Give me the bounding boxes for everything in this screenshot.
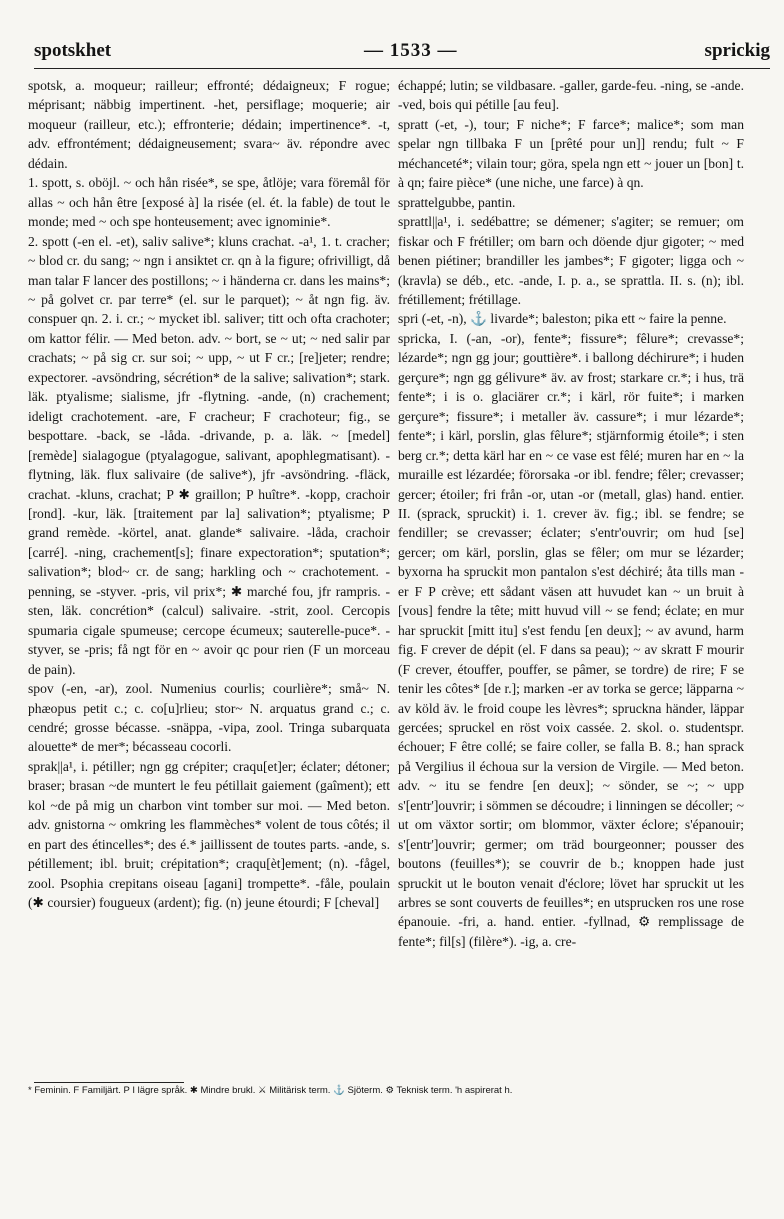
header-rule — [34, 68, 770, 69]
header-guide-word-right: sprickig — [704, 40, 770, 61]
left-column — [28, 76, 390, 1065]
entry-spraka-continued: échappé; lutin; se vildbasare. -galler, garde-feu. -ning, se -ande. -ved, bois qui pétille [au feu]. — [398, 78, 744, 113]
entry-sprattelgubbe: sprattelgubbe, pantin. — [398, 194, 516, 210]
entry-spov: spov (-en, -ar), zool. Numenius courlis; courlière*; små~ N. phæopus petit c.; c. co[u]rlieu; stor~ N. arquatus grand c.; c. cendré; grosse bécasse. -snäppa, -vipa, zool. Tringa subarquata alouette* de mer*; bécasseau cocorli. — [28, 681, 390, 755]
footer-rule — [34, 1082, 184, 1083]
entry-spott-2: 2. spott (-en el. -et), saliv salive*; kluns crachat. -a¹, 1. t. cracher; ~ blod cr. du sang; ~ ngn i ansiktet cr. qn à la figure; ofrivilligt, då man talar F lancer des postillons; ~ i händerna cr. dans les mains*; ~ på golvet cr. par terre* (el. sur le parquet); ~ åt ngn fig. äv. conspuer qn. 2. i. cr.; ~ mycket ibl. saliver; titt och ofta crachoter; om kattor félir. — Med beton. adv. ~ bort, se ~ ut; ~ ned salir par crachats; ~ på sig cr. sur soi; ~ upp, ~ ut F cr.; [re]jeter; rendre; expectorer. -avsöndring, sécrétion* de la salive; salivation*; stark. läk. ptyalisme; sialisme, jfr -flytning. -ande, (n) crachement; ideligt crachotement. -are, F cracheur; F crachoteur; fig., se bespottare. -back, se -låda. -drivande, p. a. läk. ~ [medel] [remède] sialagogue (ptyalagogue, salivant, apophlegmatisant). -flytning, läk. flux salivaire (de salive*), jfr -avsöndring. -fläck, crachat. -kluns, crachat; P ✱ graillon; P huître*. -kopp, crachoir [rond]. -kur, läk. [traitement par la] salivation*; ptyalisme; P grand remède. -körtel, anat. glande* salivaire. -låda, crachoir [carré]. -ning, crachement[s]; finare expectoration*; sputation*; salivation*; blod~ cr. de sang; harkling och ~ crachotement. -penning, se -styver. -pris, vil prix*; ✱ marché fou, jfr rampris. -sten, läk. concrétion* (calcul) salivaire. -strit, zool. Cercopis spumaria cigale spumeuse; cercope écumeux; sauterelle-puce*. -styver, se -pris; få ngt för en ~ avoir qc pour rien (F un morceau de pain). — [28, 233, 390, 677]
right-column — [398, 76, 744, 1065]
entry-spri: spri (-et, -n), ⚓ livarde*; baleston; pika ett ~ faire la penne. — [398, 311, 727, 327]
entry-spricka: spricka, I. (-an, -or), fente*; fissure*; fêlure*; crevasse*; lézarde*; ngn gg jour; gouttière*. i ballong déchirure*; i huden gerçure*; ngn gg gélivure* äv. av frost; starkare cr.*; i hus, trä fente*; i is o. glaciärer cr.*; i kärl, rör fuite*; i marken gerçure*; fissure*; i metaller äv. cassure*; i mur lézarde*; fente*; i kärl, porslin, glas fêlure*; stjärnformig étoile*; i sten berg cr.*; detta kärl har en ~ ce vase est fêlé; muren har en ~ la muraille est lézardée; förorsaka -or ibl. fendre; fêler; crevasser; gercer; étoiler; fri från -or, utan -or (metall, glas) hand. entier. II. (sprack, spruckit) i. 1. crever äv. fig.; ibl. se fendre; se fendiller; se crevasser; éclater; s'entr'ouvrir; om hud [se] gercer; om kärl, porslin, glas se fêler; om mur se lézarder; byxorna ha spruckit mon pantalon s'est déchiré; åta tills man -er F P crève; ett sådant väsen att huvudet kan ~ un bruit à [vous] fendre la tête; mitt huvud vill ~ se fend; éclate; en mur har spruckit [mitt itu] s'est fendu [en deux]; ~ av avund, harm fig. F crever de dépit (el. F dans sa peau); ~ av skratt F mourir (F crever, étouffer, pouffer, se pâmer, se tordre) de rire; F se tenir les côtes* [de r.]; marken -er av torka se gerce; läpparna ~ av köld äv. le froid coupe les lèvres*; spruckna händer, läppar gercées; spruckel en röst voix cassée. 2. skol. o. studentspr. échouer; F être collé; se faire coller, se falla B. 8.; han sprack på Vergilius il échoua sur la version de Virgile. — Med beton. adv. ~ itu se fendre [en deux]; ~ sönder, se ~; ~ upp s'[entr']ouvrir; i sömmen se découdre; i linningen se décoller; ~ ut om växtor sortir; om blommor, växter éclore; s'épanouir; s'[entr']ouvrir; germer; om träd bourgeonner; pousser des boutons (feuilles*); se couvrir de b.; knoppen hade just spruckit ut le bouton venait d'éclore; lövet har spruckit ut les arbres se sont couverts de feuilles*; en utsprucken ros une rose épanouie. -fri, a. hand. entier. -fyllnad, ⚙ remplissage de fente*; fil[s] (filère*). -ig, a. cre- — [398, 330, 744, 949]
entry-spott-1: 1. spott, s. oböjl. ~ och hån risée*, se spe, åtlöje; vara föremål för allas ~ och hån être [exposé à] la risée (el. ét. la fable) de tout le monde; med ~ och spe honteusement; avec ignominie*. — [28, 175, 390, 230]
entry-spotsk: spotsk, a. moqueur; railleur; effronté; dédaigneux; F rogue; méprisant; näbbig impertinent. -het, persiflage; moquerie; air moqueur (railleur, etc.); effronterie; dédain; impertinence*. -t, adv. effrontément; dédaigneusement; svara~ äv. répondre avec dédain. — [28, 78, 390, 171]
entry-sprattla: sprattl||a¹, i. sedébattre; se démener; s'agiter; se remuer; om fiskar och F frétiller; om barn och döende djur gigoter; ~ med benen piétiner; brandiller les jambes*; F gigoter; ligga och ~ (kravla) se déb., etc. -ande, I. p. a., se sprattla. II. s. (n); ibl. frétillement; frétillage. — [398, 214, 744, 307]
abbreviation-legend: * Feminin. F Familjärt. P I lägre språk. ✱ Mindre brukl. ⚔ Militärisk term. ⚓ Sjöterm. ⚙ Teknisk term. 'h aspirerat h. — [28, 1085, 513, 1096]
entry-spratt: spratt (-et, -), tour; F niche*; F farce*; malice*; som man spelar ngn tillbaka F un [prêté pour un]] rendu; fult ~ F méchanceté*; vilain tour; göra, spela ngn ett ~ jouer un [bon] t. à qn; faire pièce* (une niche, une farce) à qn. — [398, 116, 744, 191]
entry-spraka: sprak||a¹, i. pétiller; ngn gg crépiter; craqu[et]er; éclater; détoner; braser; brasan ~de muntert le feu pétillait gaiement (gaîment); ett kol ~de på mig un charbon vint tomber sur moi. — Med beton. adv. gnistorna ~ omkring les flammèches* volent de tous côtés; il en part des étincelles*; des é.* jaillissent de toutes parts. -ande, s. pétillement; ibl. bruit; crépitation*; craqu[èt]ement; (n). -fågel, zool. Psophia crepitans oiseau [agani] trompette*. -fåle, poulain (✱ coursier) fougueux (ardent); fig. (n) jeune étourdi; F [cheval] — [28, 758, 390, 911]
header-guide-word-left: spotskhet — [34, 40, 112, 61]
page-number: — 1533 — — [364, 40, 458, 61]
page-header — [34, 40, 770, 68]
